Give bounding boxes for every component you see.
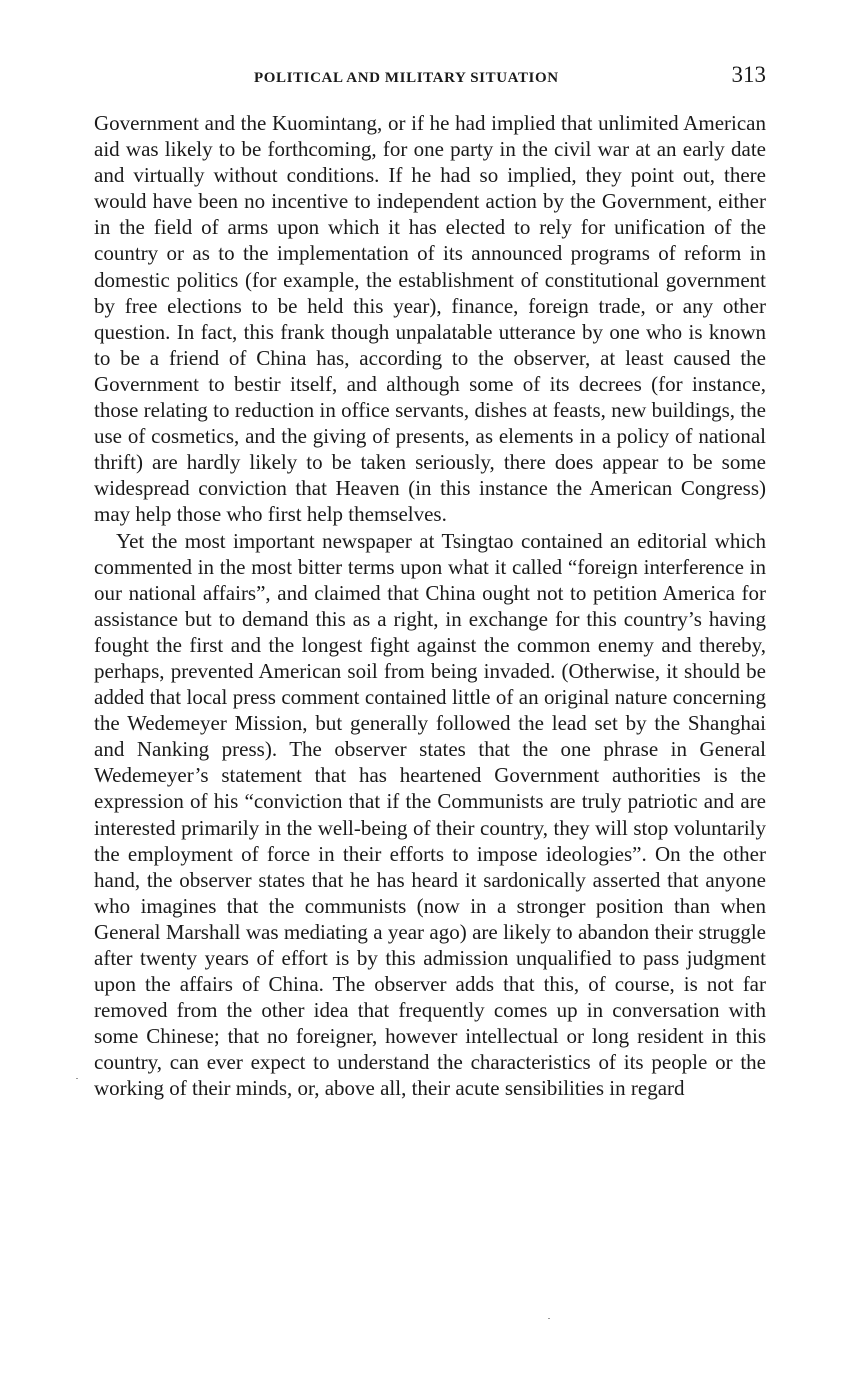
running-title: POLITICAL AND MILITARY SITUATION <box>254 70 559 86</box>
paragraph-tsingtao-editorial: Yet the most important newspaper at Tsingtao contained an editorial which commented in the most bitter terms upon what it called “foreign interference in our national affairs”, and claimed that China ought not to petition America for assistance but to demand this as a right, in exchange for this country’s having fought the first and the longest fight against the common enemy and thereby, perhaps, prevented American soil from being invaded. (Otherwise, it should be added that local press comment contained little of an original nature concerning the Wedemeyer Mission, but generally followed the lead set by the Shanghai and Nanking press). The observer states that the one phrase in General Wedemeyer’s statement that has heartened Government authorities is the expression of his “conviction that if the Communists are truly patriotic and are interested primarily in the well-being of their country, they will stop voluntarily the employment of force in their efforts to impose ideologies”. On the other hand, the observer states that he has heard it sardonically asserted that anyone who imagines that the communists (now in a stronger position than when General Marshall was mediating a year ago) are likely to abandon their struggle after twenty years of effort is by this admission unqualified to pass judgment upon the affairs of China. The observer adds that this, of course, is not far removed from the other idea that frequently comes up in conversation with some Chinese; that no foreigner, however intellectual or long resident in this country, can ever expect to understand the characteristics of its people or the working of their minds, or, above all, their acute sensibilities in regard <box>94 528 766 1101</box>
body-text <box>94 110 766 1102</box>
scan-speck <box>76 1078 78 1079</box>
page-number: 313 <box>731 62 766 87</box>
paragraph-continued: Government and the Kuomintang, or if he had implied that unlimited American aid was likely to be forthcoming, for one party in the civil war at an early date and virtually without conditions. If he had so implied, they point out, there would have been no incentive to independent action by the Government, either in the field of arms upon which it has elected to rely for unification of the country or as to the implementation of its announced programs of reform in domestic politics (for example, the establishment of constitutional government by free elections to be held this year), finance, foreign trade, or any other question. In fact, this frank though unpalatable utterance by one who is known to be a friend of China has, according to the observer, at least caused the Government to bestir itself, and although some of its decrees (for instance, those relating to reduction in office servants, dishes at feasts, new buildings, the use of cosmetics, and the giving of presents, as elements in a policy of national thrift) are hardly likely to be taken seriously, there does appear to be some widespread conviction that Heaven (in this instance the American Congress) may help those who first help themselves. <box>94 111 766 527</box>
scan-speck <box>548 1318 550 1319</box>
running-head <box>94 62 770 96</box>
